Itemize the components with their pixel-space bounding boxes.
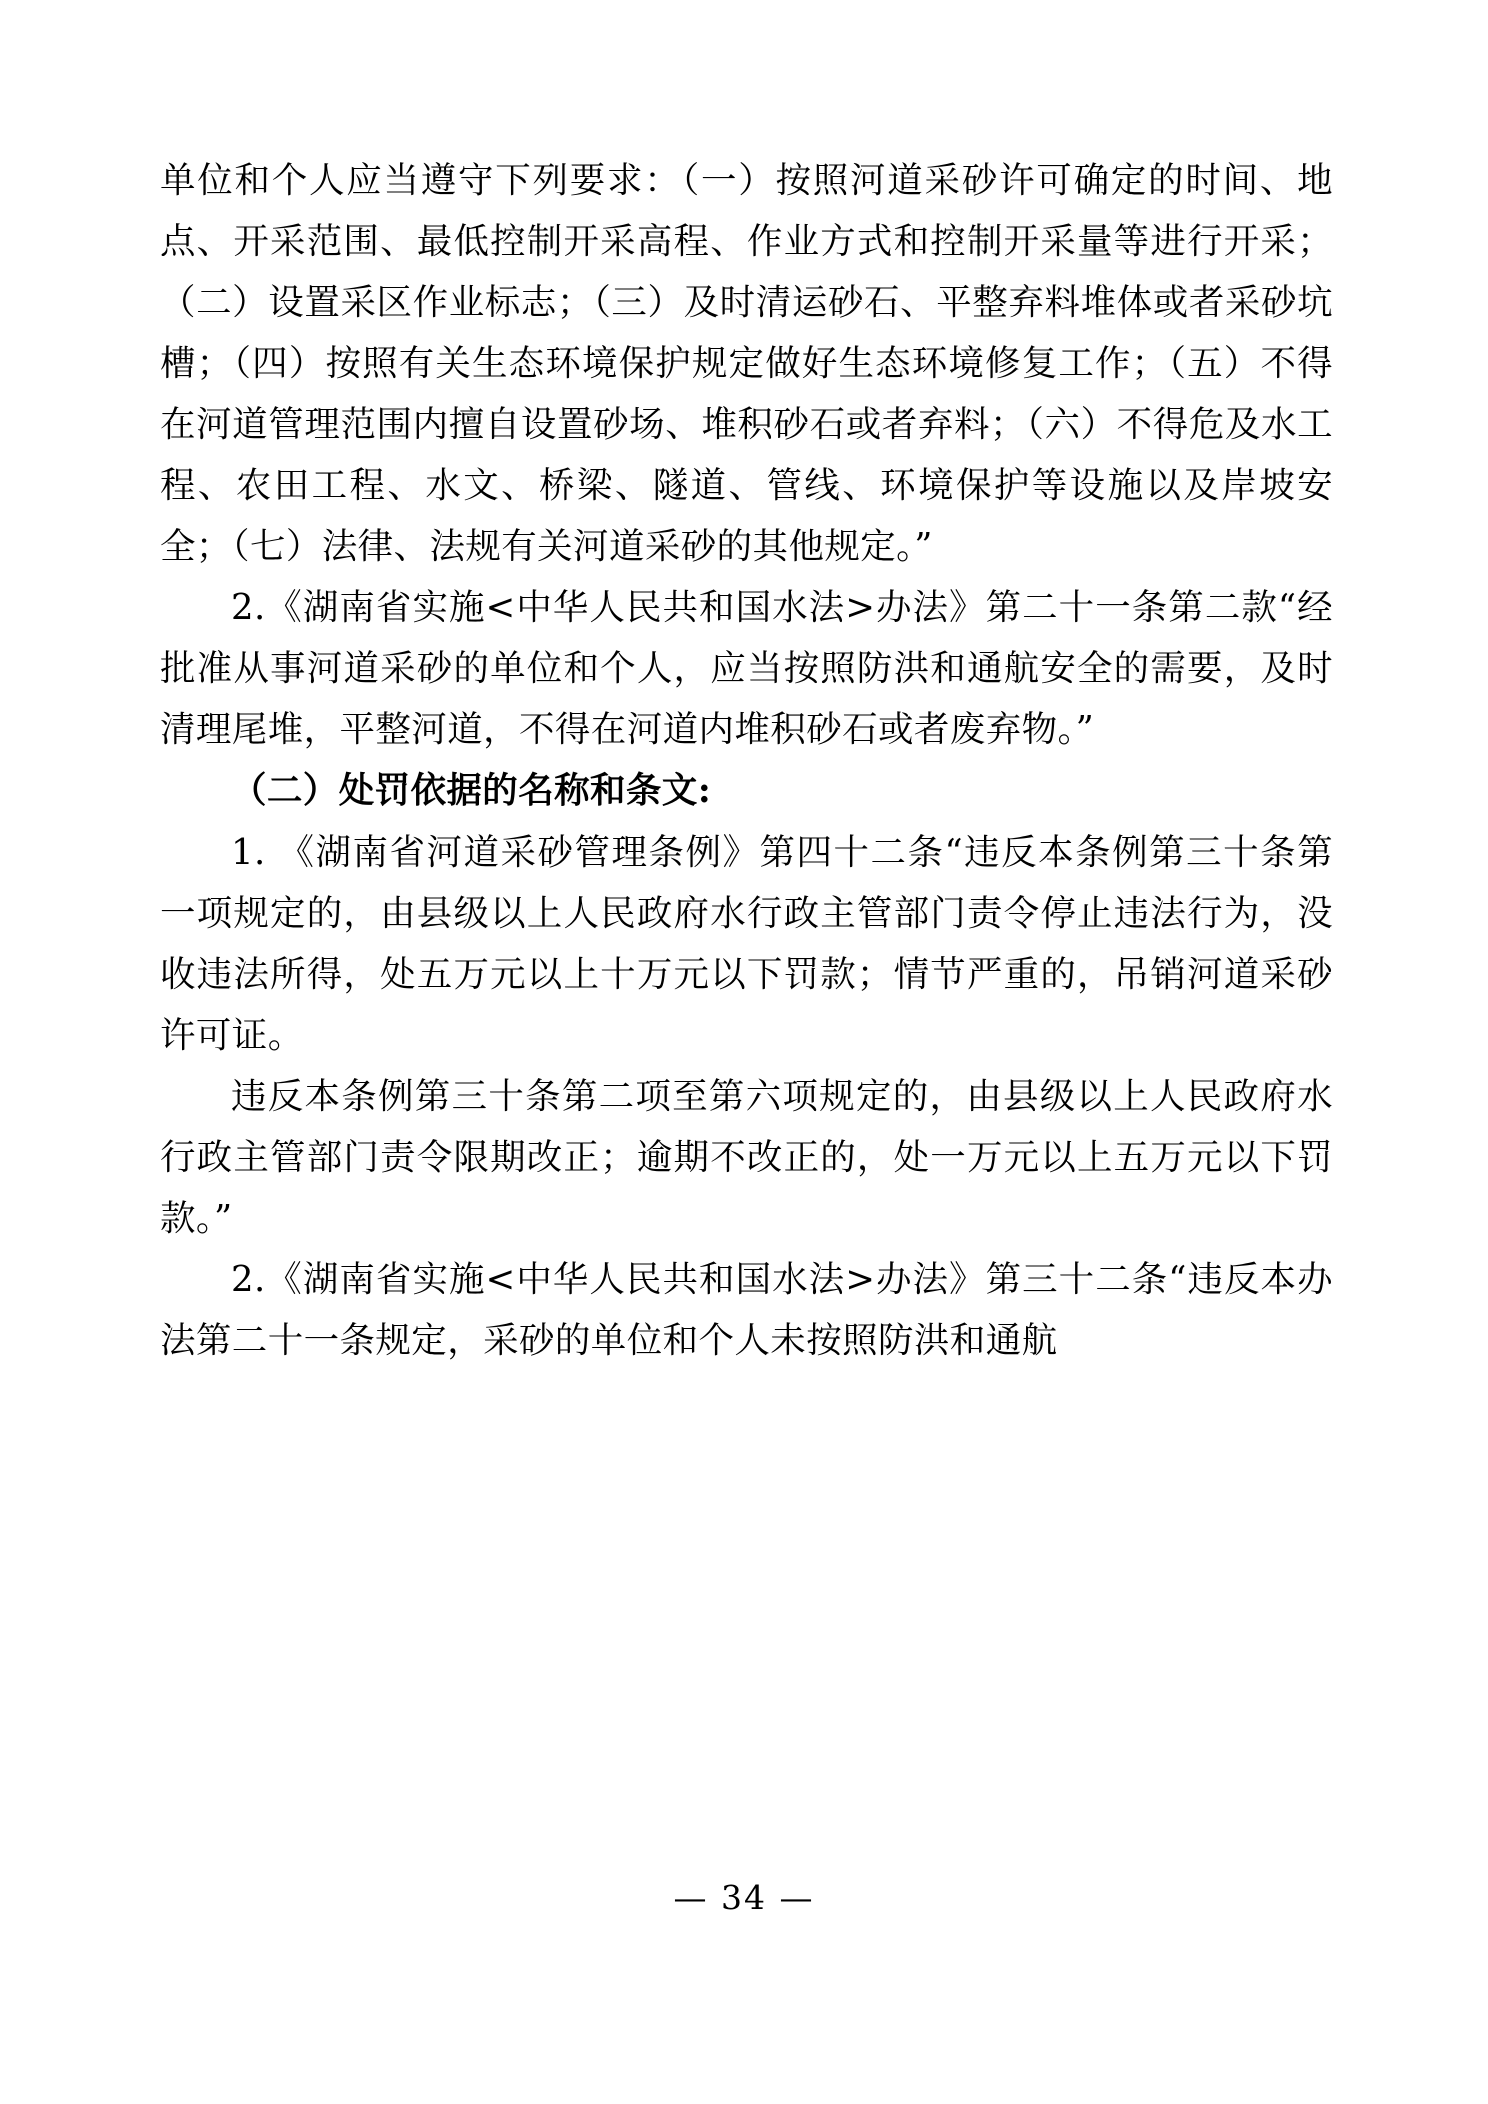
- paragraph-2: 2.《湖南省实施<中华人民共和国水法>办法》第二十一条第二款“经批准从事河道采砂的单位和个人，应当按照防洪和通航安全的需要，及时清理尾堆，平整河道，不得在河道内堆积砂石或者废弃物。”: [160, 587, 1333, 751]
- paragraph-6: 2.《湖南省实施<中华人民共和国水法>办法》第三十二条“违反本办法第二十一条规定，采砂的单位和个人未按照防洪和通航: [160, 1258, 1333, 1361]
- section-heading: （二）处罚依据的名称和条文:: [231, 770, 712, 812]
- page-body: [160, 150, 1333, 1371]
- paragraph-5: 违反本条例第三十条第二项至第六项规定的，由县级以上人民政府水行政主管部门责令限期改正；逾期不改正的，处一万元以上五万元以下罚款。”: [160, 1075, 1333, 1239]
- paragraph-1: 单位和个人应当遵守下列要求：（一）按照河道采砂许可确定的时间、地点、开采范围、最低控制开采高程、作业方式和控制开采量等进行开采；（二）设置采区作业标志；（三）及时清运砂石、平整弃料堆体或者采砂坑槽；（四）按照有关生态环境保护规定做好生态环境修复工作；（五）不得在河道管理范围内擅自设置砂场、堆积砂石或者弃料；（六）不得危及水工程、农田工程、水文、桥梁、隧道、管线、环境保护等设施以及岸坡安全；（七）法律、法规有关河道采砂的其他规定。”: [160, 160, 1333, 568]
- paragraph-4: 1. 《湖南省河道采砂管理条例》第四十二条“违反本条例第三十条第一项规定的，由县级以上人民政府水行政主管部门责令停止违法行为，没收违法所得，处五万元以上十万元以下罚款；情节严重的，吊销河道采砂许可证。: [160, 831, 1333, 1056]
- page-number: — 34 —: [673, 1878, 815, 1917]
